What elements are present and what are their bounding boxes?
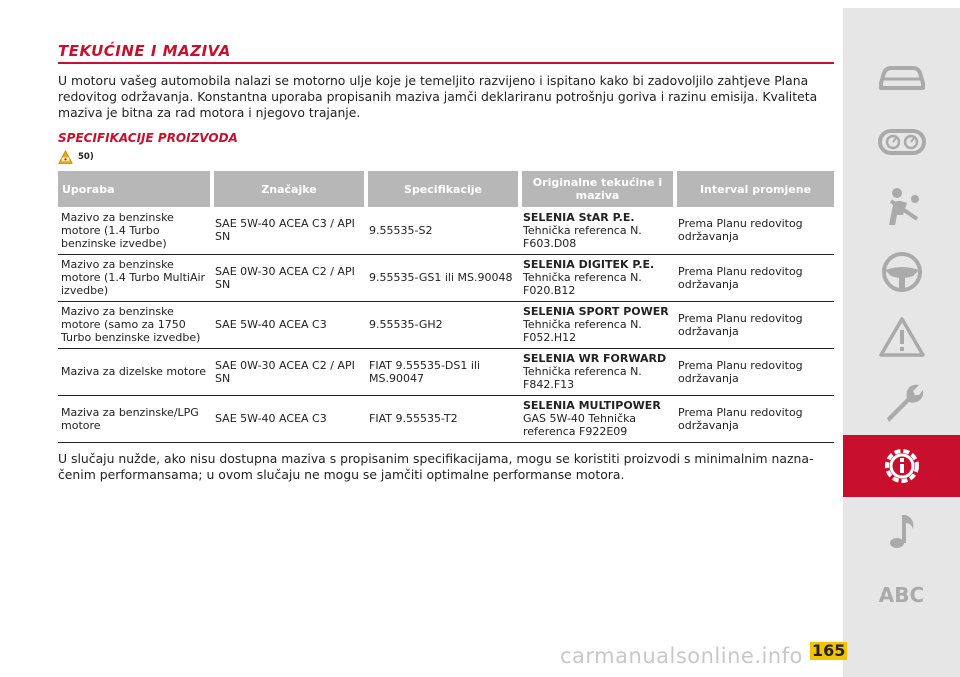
chapter-tab-safety[interactable]: [843, 176, 960, 238]
cell-features: SAE 5W-40 ACEA C3: [212, 301, 366, 348]
table-row: [58, 348, 834, 395]
product-name: SELENIA DIGITEK P.E.: [523, 258, 655, 271]
cell-features: SAE 0W-30 ACEA C2 / API SN: [212, 254, 366, 301]
car-icon: [877, 55, 927, 99]
cell-features: SAE 5W-40 ACEA C3 / API SN: [212, 207, 366, 254]
product-ref: Tehnička referenca N. F842.F13: [523, 365, 642, 391]
chapter-tab-index[interactable]: [843, 564, 960, 626]
warning-icon: [877, 315, 927, 359]
table-header-row: [58, 171, 834, 207]
cell-spec: 9.55535-S2: [366, 207, 520, 254]
cell-spec: 9.55535-GS1 ili MS.90048: [366, 254, 520, 301]
emergency-note: U slučaju nužde, ako nisu dostupna maziva s propisanim specifikacijama, mogu se koristiti proizvodi s minimalnim nazna-čenim performansama; u ovom slučaju ne mogu se jamčiti optimalne performanse motora.: [58, 450, 814, 482]
gauge-icon: [877, 120, 927, 164]
cell-usage: Mazivo za benzinske motore (samo za 1750 Turbo benzinske izvedbe): [58, 301, 212, 348]
table-row: [58, 395, 834, 442]
cell-interval: Prema Planu redovitog održavanja: [675, 254, 834, 301]
music-note-icon: [877, 509, 927, 553]
cell-product: [520, 207, 675, 254]
col-header: Originalne tekućine i maziva: [520, 171, 675, 207]
table-row: [58, 254, 834, 301]
steering-wheel-icon: [877, 250, 927, 294]
cell-product: [520, 254, 675, 301]
table-row: [58, 301, 834, 348]
cell-features: SAE 5W-40 ACEA C3: [212, 395, 366, 442]
cell-interval: Prema Planu redovitog održavanja: [675, 301, 834, 348]
col-header: Interval promjene: [675, 171, 834, 207]
cell-spec: FIAT 9.55535-DS1 ili MS.90047: [366, 348, 520, 395]
watermark: carmanualsonline.info: [560, 644, 803, 668]
gear-info-icon: [877, 444, 927, 488]
product-name: SELENIA StAR P.E.: [523, 210, 635, 224]
chapter-tab-driving[interactable]: [843, 241, 960, 303]
section-title: TEKUĆINE I MAZIVA: [58, 42, 834, 64]
warning-reference: [58, 149, 834, 165]
cell-product: [520, 395, 675, 442]
col-header: Specifikacije: [366, 171, 520, 207]
col-header: Značajke: [212, 171, 366, 207]
chapter-sidebar: [843, 8, 960, 677]
cell-usage: Mazivo za benzinske motore (1.4 Turbo MultiAir izvedbe): [58, 254, 212, 301]
product-ref: Tehnička referenca N. F020.B12: [523, 271, 642, 297]
cell-product: [520, 348, 675, 395]
cell-product: [520, 301, 675, 348]
cell-usage: Maziva za benzinske/LPG motore: [58, 395, 212, 442]
chapter-tab-dashboard[interactable]: [843, 111, 960, 173]
chapter-tab-multimedia[interactable]: [843, 500, 960, 562]
chapter-tab-emergency[interactable]: [843, 306, 960, 368]
product-ref: Tehnička referenca N. F603.D08: [523, 223, 642, 250]
page-number: 165: [812, 641, 846, 660]
col-header: Uporaba: [58, 171, 212, 207]
cell-interval: Prema Planu redovitog održavanja: [675, 207, 834, 254]
product-name: SELENIA MULTIPOWER: [523, 399, 661, 412]
wrench-icon: [877, 380, 927, 424]
intro-paragraph: U motoru vašeg automobila nalazi se motorno ulje koje je temeljito razvijeno i ispitano kako bi zadovoljilo zahtjeve Plana redovitog održavanja. Konstantna uporaba propisanih maziva jamči deklariranu potrošnju goriva i razinu emisija. Kvaliteta maziva je bitna za rad motora i njegovo trajanje.: [58, 73, 818, 120]
product-ref: Tehnička referenca N. F052.H12: [523, 318, 642, 344]
cell-usage: Mazivo za benzinske motore (1.4 Turbo benzinske izvedbe): [58, 207, 212, 254]
index-label: ABC: [878, 583, 925, 607]
cell-interval: Prema Planu redovitog održavanja: [675, 348, 834, 395]
chapter-tab-vehicle[interactable]: [843, 46, 960, 108]
product-name: SELENIA WR FORWARD: [523, 352, 667, 365]
chapter-tab-maintenance[interactable]: [843, 371, 960, 433]
product-ref: GAS 5W-40 Tehnička referenca F922E09: [523, 412, 637, 438]
content: [58, 42, 834, 483]
cell-interval: Prema Planu redovitog održavanja: [675, 395, 834, 442]
warning-ref-number: 50): [78, 152, 94, 162]
cell-usage: Maziva za dizelske motore: [58, 348, 212, 395]
table-row: [58, 207, 834, 254]
cell-spec: FIAT 9.55535-T2: [366, 395, 520, 442]
seat-belt-icon: [877, 185, 927, 229]
chapter-tab-technical-data[interactable]: [843, 435, 960, 497]
product-spec-table: [58, 171, 834, 443]
cell-features: SAE 0W-30 ACEA C2 / API SN: [212, 348, 366, 395]
warning-icon: [58, 150, 73, 165]
cell-spec: 9.55535-GH2: [366, 301, 520, 348]
product-name: SELENIA SPORT POWER: [523, 305, 669, 318]
subsection-title: SPECIFIKACIJE PROIZVODA: [58, 131, 238, 145]
